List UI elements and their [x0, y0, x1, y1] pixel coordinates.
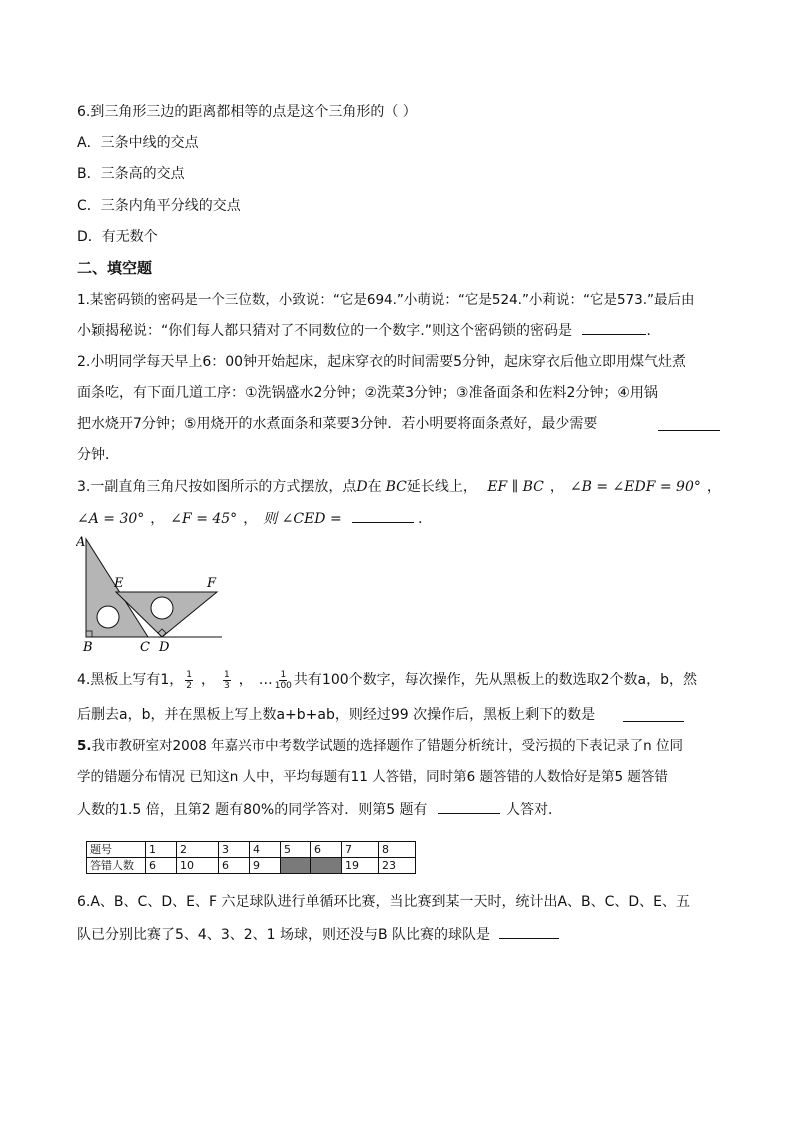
q4-line-2-text: 后删去a，b，并在黑板上写上数a+b+ab，则经过99 次操作后，黑板上剩下的数是	[77, 707, 596, 723]
label-a: A	[76, 535, 86, 550]
q4-dots: …	[258, 672, 273, 688]
q4-frac1-den: 2	[186, 680, 192, 691]
q6-option-a: A．三条中线的交点	[77, 135, 199, 151]
table-row	[87, 858, 416, 874]
error-distribution-table	[86, 841, 416, 874]
q6-option-b: B．三条高的交点	[77, 166, 185, 182]
q3-line-2: ∠A = 30° ， ∠F = 45° ， 则 ∠CED = ．	[77, 508, 432, 529]
q2-answer-blank[interactable]	[658, 416, 720, 431]
table-cell: 6	[146, 858, 177, 874]
q3-text-a: 3.一副直角三角尺按如图所示的方式摆放，点	[77, 479, 357, 495]
q2-line-2: 面条吃，有下面几道工序：①洗锅盛水2分钟；②洗菜3分钟；③准备面条和佐料2分钟；④用锅	[77, 385, 658, 401]
q5-line-3-b: 人答对．	[506, 802, 562, 818]
label-d: D	[159, 640, 170, 653]
table-cell: 9	[250, 858, 281, 874]
q3-answer-blank[interactable]	[352, 508, 414, 523]
triangle-rulers-figure	[76, 533, 226, 653]
label-f: F	[207, 576, 217, 591]
q6-option-d: D．有无数个	[77, 229, 158, 245]
table-cell: 1	[146, 842, 177, 858]
triangle-edf-hole	[151, 597, 173, 619]
q5-line-1	[77, 736, 683, 756]
q3-text-b: 在	[367, 479, 382, 495]
q5-line-2: 学的错题分布情况 已知这n 人中，平均每题有11 人答错，同时第6 题答错的人数恰好是第5 题答错	[77, 769, 668, 785]
q5-line-3	[77, 799, 562, 820]
q4-answer-blank[interactable]	[623, 707, 684, 722]
q4-prefix: 4.黑板上写有1，	[77, 672, 184, 688]
q4-frac2-num: 1	[224, 669, 230, 680]
table-cell: 2	[177, 842, 219, 858]
q5-answer-blank[interactable]	[438, 799, 500, 814]
q4-line-1-rest: 共有100个数字，每次操作，先从黑板上的数选取2个数a，b，然	[293, 672, 698, 688]
q3-angle-f: ∠F = 45°	[170, 511, 238, 527]
q1-answer-blank[interactable]	[582, 320, 646, 335]
q5-line-1-text: 我市教研室对2008 年嘉兴市中考数学试题的选择题作了错题分析统计，受污损的下表记录了n 位同	[91, 738, 684, 754]
q3-line-bc: BC	[385, 479, 407, 495]
q4-line-2	[77, 705, 595, 725]
q3-angle-a: ∠A = 30°	[77, 511, 145, 527]
q4-fraction-2	[223, 670, 231, 691]
q4-frac3-den: 100	[274, 680, 292, 691]
table-cell: 4	[250, 842, 281, 858]
table-cell-stained	[281, 858, 311, 874]
table-cell: 6	[219, 858, 250, 874]
q3-angles-1: ∠B = ∠EDF = 90°	[569, 479, 701, 495]
table-header-cell: 答错人数	[87, 858, 146, 874]
q2-line-3-text: 把水烧开7分钟；⑤用烧开的水煮面条和菜要3分钟．若小明要将面条煮好，最少需要	[77, 416, 598, 432]
q3-text-c: 延长线上，	[406, 479, 477, 495]
q2-line-4: 分钟．	[77, 447, 119, 463]
triangle-abc-hole	[97, 606, 119, 628]
label-b: B	[83, 640, 93, 653]
q1-line-1: 1.某密码锁的密码是一个三位数，小致说：“它是694.”小萌说：“它是524.”小莉说：“它是573.”最后由	[77, 292, 695, 308]
q1-line-2-text: 小颖揭秘说：“你们每人都只猜对了不同数位的一个数字.”则这个密码锁的密码是	[77, 323, 572, 339]
table-row	[87, 842, 416, 858]
q3-ask: 则 ∠CED =	[263, 511, 342, 527]
table-cell: 10	[177, 858, 219, 874]
q4-fraction-3	[275, 670, 292, 691]
table-cell: 6	[311, 842, 342, 858]
q6-option-c: C．三条内角平分线的交点	[77, 198, 241, 214]
q6-fill-line-2-text: 队已分别比赛了5、4、3、2、1 场球，则还没与B 队比赛的球队是	[77, 927, 491, 943]
table-cell: 3	[219, 842, 250, 858]
q3-point-d: D	[356, 479, 368, 495]
label-e: E	[114, 576, 124, 591]
q4-fraction-1	[185, 670, 193, 691]
table-cell: 7	[342, 842, 379, 858]
table-cell: 5	[281, 842, 311, 858]
table-cell: 23	[379, 858, 416, 874]
q6-fill-line-1: 6.A、B、C、D、E、F 六足球队进行单循环比赛，当比赛到某一天时，统计出A、B、C、D、E、五	[77, 894, 691, 910]
q6-fill-line-2	[77, 924, 559, 945]
q1-end: .	[646, 323, 651, 339]
q1-line-2	[77, 320, 651, 341]
table-cell: 8	[379, 842, 416, 858]
q3-line-1: 3.一副直角三角尺按如图所示的方式摆放，点D在 BC延长线上， EF ∥ BC ， ∠B = ∠EDF = 90° ，	[77, 479, 721, 495]
q6-answer-blank[interactable]	[499, 924, 559, 939]
q3-parallel: EF ∥ BC	[487, 479, 544, 495]
q4-frac2-den: 3	[224, 680, 230, 691]
table-header-cell: 题号	[87, 842, 146, 858]
q4-line-1: 4.黑板上写有1， $\frac{1}{2}$ ， $\frac{1}{3}$ ， … $\frac{1}{100}$ 共有100个数字，每次操作，先从黑板上的数选取2个数a，b，然	[77, 669, 698, 691]
section-title: 二、填空题	[77, 259, 153, 277]
q3-end: ．	[418, 511, 433, 527]
q5-line-3-a: 人数的1.5 倍，且第2 题有80%的同学答对．则第5 题有	[77, 802, 428, 818]
q2-line-3	[77, 414, 597, 434]
q4-frac3-num: 1	[280, 669, 287, 680]
q2-line-1: 2.小明同学每天早上6：00钟开始起床，起床穿衣的时间需要5分钟，起床穿衣后他立即用煤气灶煮	[77, 354, 686, 370]
table-cell-stained	[311, 858, 342, 874]
q4-frac1-num: 1	[186, 669, 192, 680]
table-cell: 19	[342, 858, 379, 874]
label-c: C	[140, 640, 150, 653]
q5-number: 5.	[77, 738, 92, 754]
q6-choice-stem: 6.到三角形三边的距离都相等的点是这个三角形的（ ）	[77, 104, 417, 120]
